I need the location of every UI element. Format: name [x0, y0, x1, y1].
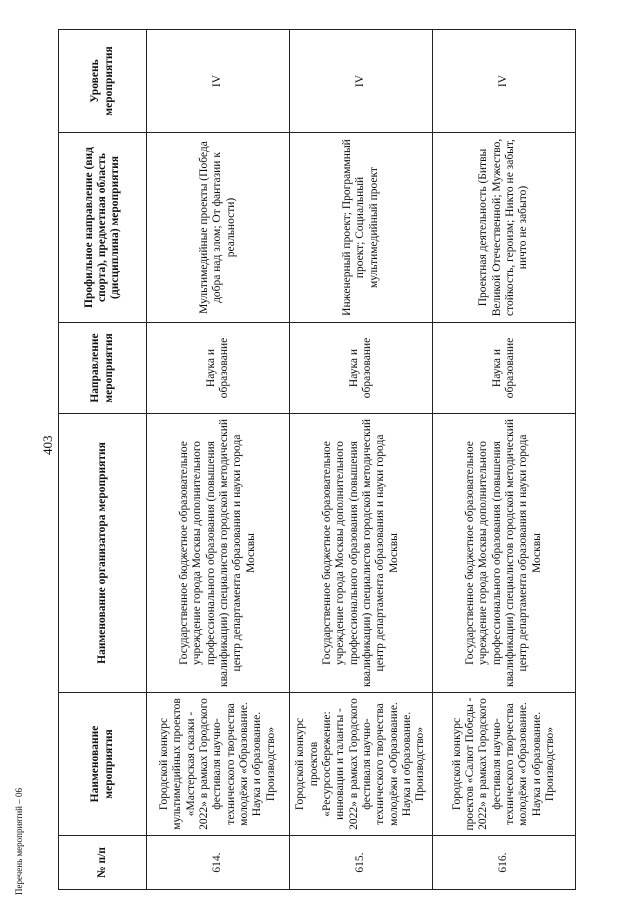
cell-direction: Наука и образование	[290, 323, 433, 414]
header-profile: Профильное направление (вид спорта), предметная область (дисциплина) мероприятия	[59, 133, 147, 323]
cell-level: IV	[290, 30, 433, 133]
cell-organizer: Государственное бюджетное образовательное учреждение города Москвы дополнительного профессионального образования (повышения квалификации) специалистов городской методический центр департамента образования и науки города Москвы	[290, 414, 433, 693]
cell-level: IV	[147, 30, 290, 133]
table-header-row	[59, 30, 147, 890]
header-level: Уровень мероприятия	[59, 30, 147, 133]
events-table	[58, 29, 576, 890]
cell-profile: Мультимедийные проекты (Победа добра над злом; От фантазии к реальности)	[147, 133, 290, 323]
header-event-name: Наименование мероприятия	[59, 693, 147, 836]
cell-number: 615.	[290, 836, 433, 890]
cell-profile: Инженерный проект; Программный проект; Социальный мультимедийный проект	[290, 133, 433, 323]
cell-direction: Наука и образование	[433, 323, 576, 414]
cell-number: 616.	[433, 836, 576, 890]
cell-event-name: Городской конкурс проектов «Ресурсосбережение: инновации и таланты - 2022» в рамках Городского фестиваля научно-технического творчества молодёжи «Образование. Наука и образование. Производство»	[290, 693, 433, 836]
cell-direction: Наука и образование	[147, 323, 290, 414]
table-row	[433, 30, 576, 890]
cell-number: 614.	[147, 836, 290, 890]
cell-event-name: Городской конкурс мультимедийных проектов «Мастерская сказки - 2022» в рамках Городского фестиваля научно-технического творчества молодёжи «Образование. Наука и образование. Производство»	[147, 693, 290, 836]
header-number: № п/п	[59, 836, 147, 890]
cell-organizer: Государственное бюджетное образовательное учреждение города Москвы дополнительного профессионального образования (повышения квалификации) специалистов городской методический центр департамента образования и науки города Москвы	[147, 414, 290, 693]
page-number: 403	[40, 435, 55, 455]
table-row	[147, 30, 290, 890]
cell-profile: Проектная деятельность (Битвы Великой Отечественной; Мужество, стойкость, героизм; Никто не забыт, ничто не забыто)	[433, 133, 576, 323]
cell-organizer: Государственное бюджетное образовательное учреждение города Москвы дополнительного профессионального образования (повышения квалификации) специалистов городской методический центр департамента образования и науки города Москвы	[433, 414, 576, 693]
footer-note: Перечень мероприятий – 06	[14, 788, 24, 895]
rotated-table-canvas	[58, 30, 576, 890]
header-direction: Направление мероприятия	[59, 323, 147, 414]
cell-event-name: Городской конкурс проектов «Салют Победы - 2022» в рамках Городского фестиваля научно-технического творчества молодёжи «Образование. Наука и образование. Производство»	[433, 693, 576, 836]
header-organizer: Наименование организатора мероприятия	[59, 414, 147, 693]
cell-level: IV	[433, 30, 576, 133]
table-row	[290, 30, 433, 890]
